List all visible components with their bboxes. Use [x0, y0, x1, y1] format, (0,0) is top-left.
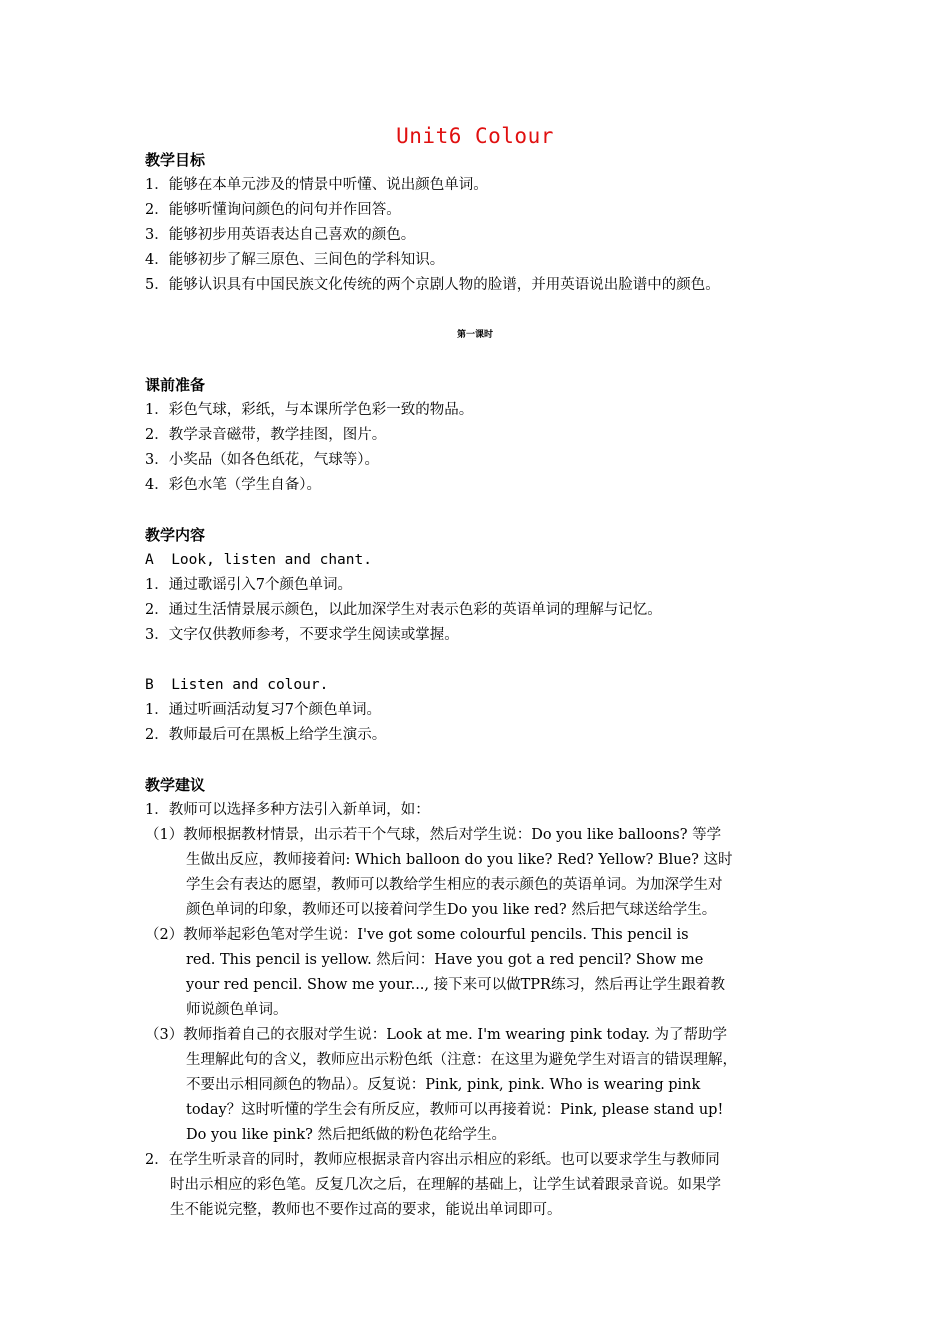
advice-line: 生理解此句的含义，教师应出示粉色纸（注意：在这里为避免学生对语言的错误理解， [186, 1052, 737, 1068]
advice-line: Do you like pink? 然后把纸做的粉色花给学生。 [186, 1127, 507, 1143]
advice-line: your red pencil. Show me your..., 接下来可以做TPR练习，然后再让学生跟着教 [186, 977, 725, 993]
advice-heading: 教学建议 [145, 776, 206, 794]
goal-item: 5．能够认识具有中国民族文化传统的两个京剧人物的脸谱，并用英语说出脸谱中的颜色。 [145, 277, 720, 293]
content-heading: 教学内容 [145, 526, 206, 544]
goals-heading: 教学目标 [145, 151, 206, 169]
advice-line: 时出示相应的彩色笔。反复几次之后，在理解的基础上，让学生试着跟录音说。如果学 [170, 1177, 721, 1193]
prep-item: 3．小奖品（如各色纸花，气球等）。 [145, 452, 379, 468]
prep-item: 4．彩色水笔（学生自备）。 [145, 477, 321, 493]
goal-item: 1．能够在本单元涉及的情景中听懂、说出颜色单词。 [145, 177, 488, 193]
part-a-item: 3．文字仅供教师参考，不要求学生阅读或掌握。 [145, 627, 459, 643]
part-b-item: 1．通过听画活动复习7个颜色单词。 [145, 702, 381, 718]
advice-line: （3）教师指着自己的衣服对学生说：Look at me. I'm wearing pink today. 为了帮助学 [145, 1027, 727, 1043]
part-b-item: 2．教师最后可在黑板上给学生演示。 [145, 727, 387, 743]
advice-line: （1）教师根据教材情景，出示若干个气球，然后对学生说：Do you like balloons? 等学 [145, 827, 722, 843]
goal-item: 4．能够初步了解三原色、三间色的学科知识。 [145, 252, 445, 268]
advice-line: 1．教师可以选择多种方法引入新单词，如： [145, 802, 430, 818]
advice-line: 颜色单词的印象，教师还可以接着问学生Do you like red? 然后把气球送给学生。 [186, 902, 717, 918]
goal-item: 2．能够听懂询问颜色的问句并作回答。 [145, 202, 401, 218]
advice-line: 学生会有表达的愿望，教师可以教给学生相应的表示颜色的英语单词。为加深学生对 [186, 877, 723, 893]
goal-item: 3．能够初步用英语表达自己喜欢的颜色。 [145, 227, 416, 243]
advice-line: 不要出示相同颜色的物品）。反复说：Pink, pink, pink. Who is wearing pink [186, 1077, 701, 1093]
advice-line: 生做出反应，教师接着问: Which balloon do you like? Red? Yellow? Blue? 这时 [186, 852, 733, 868]
part-a-item: 2．通过生活情景展示颜色，以此加深学生对表示色彩的英语单词的理解与记忆。 [145, 602, 662, 618]
advice-line: 师说颜色单词。 [186, 1002, 288, 1018]
advice-line: today？这时听懂的学生会有所反应，教师可以再接着说：Pink, please stand up! [186, 1102, 724, 1118]
advice-line: 生不能说完整，教师也不要作过高的要求，能说出单词即可。 [170, 1202, 562, 1218]
prep-heading: 课前准备 [145, 376, 206, 394]
prep-item: 2．教学录音磁带，教学挂图，图片。 [145, 427, 387, 443]
part-a-item: 1．通过歌谣引入7个颜色单词。 [145, 577, 352, 593]
lesson-heading: 第一课时 [456, 330, 493, 340]
document-title: Unit6 Colour [396, 124, 554, 148]
part-b-title: B Listen and colour. [145, 677, 329, 693]
advice-line: red. This pencil is yellow. 然后问：Have you got a red pencil? Show me [186, 952, 704, 968]
prep-item: 1．彩色气球，彩纸，与本课所学色彩一致的物品。 [145, 402, 474, 418]
advice-line: 2．在学生听录音的同时，教师应根据录音内容出示相应的彩纸。也可以要求学生与教师同 [145, 1152, 720, 1168]
part-a-title: A Look, listen and chant. [145, 552, 372, 568]
advice-line: （2）教师举起彩色笔对学生说：I've got some colourful pencils. This pencil is [145, 927, 689, 943]
